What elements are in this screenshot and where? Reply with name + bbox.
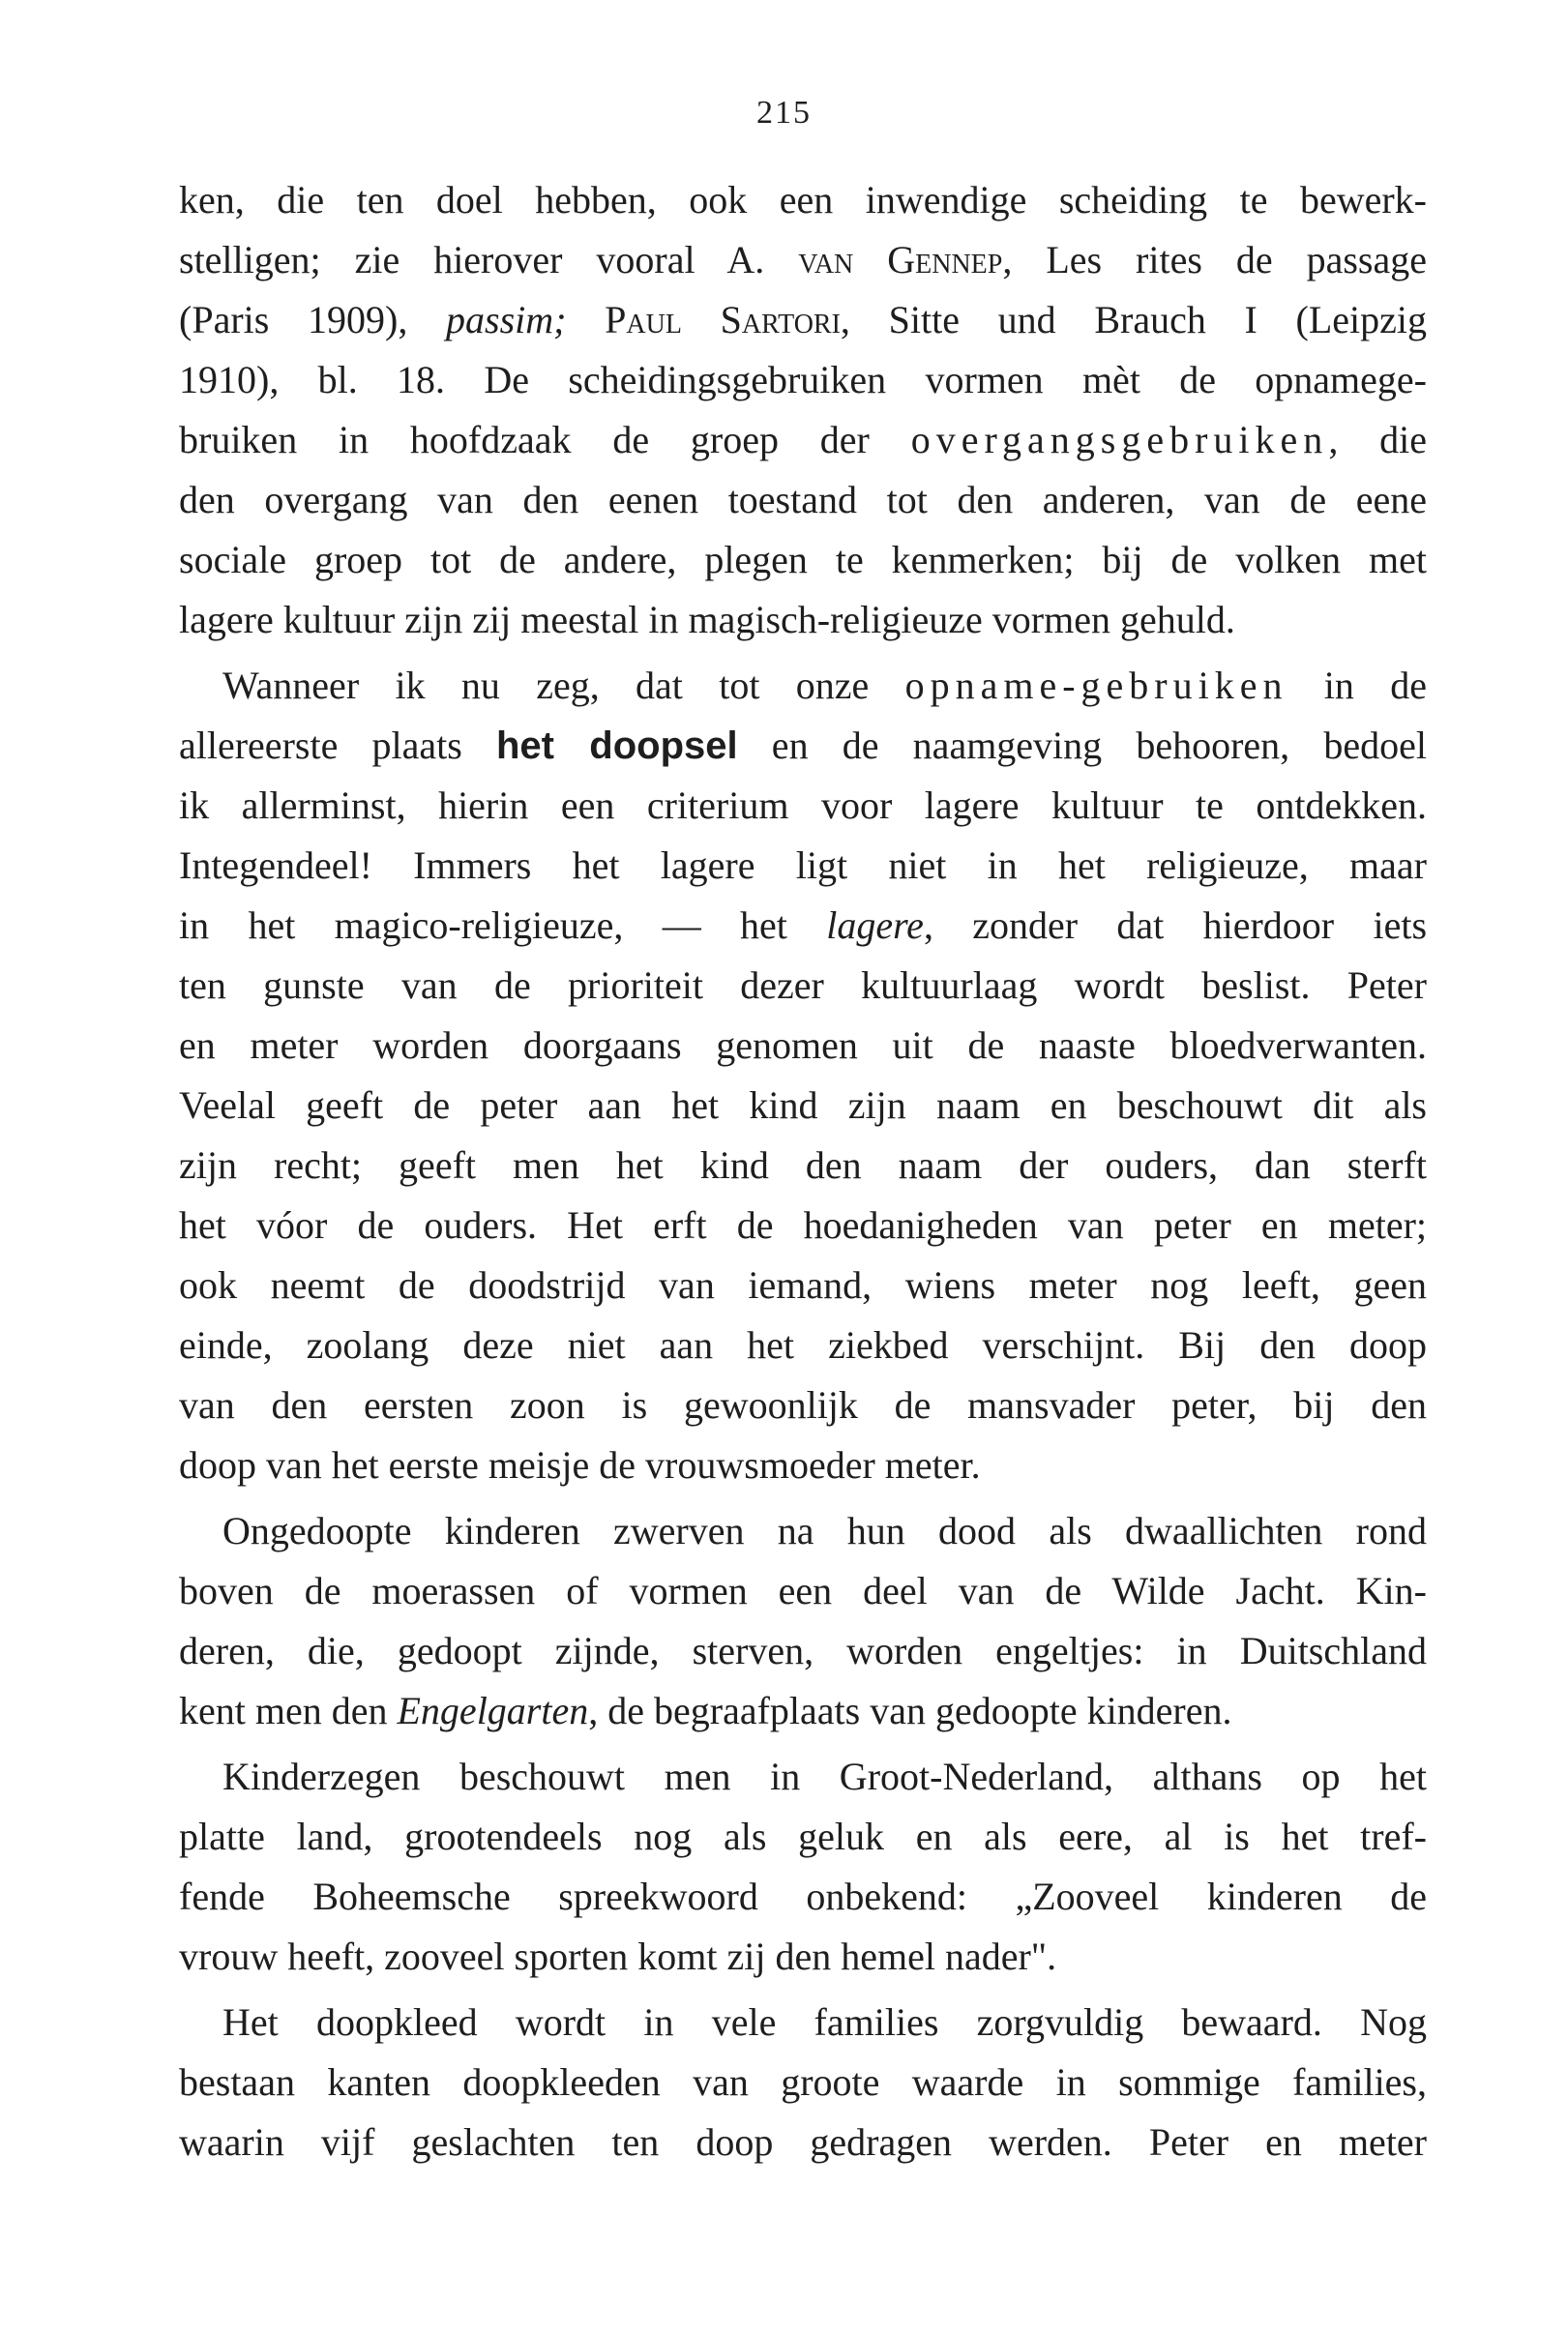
text-line: deren, die, gedoopt zijnde, sterven, worden engeltjes: in Duitschland: [179, 1629, 1427, 1672]
italic-term: passim;: [446, 298, 567, 341]
italic-term: lagere: [826, 903, 924, 947]
text-line: Integendeel! Immers het lagere ligt niet in het religieuze, maar: [179, 843, 1427, 887]
text-line: Wanneer ik nu zeg, dat tot onze opname-gebruiken in de: [222, 664, 1427, 707]
text-line: het vóor de ouders. Het erft de hoedanigheden van peter en meter;: [179, 1203, 1427, 1247]
text-line: bestaan kanten doopkleeden van groote waarde in sommige families,: [179, 2060, 1427, 2104]
paragraph-rites-of-passage: [179, 170, 1427, 650]
text-line: waarin vijf geslachten ten doop gedragen werden. Peter en meter: [179, 2120, 1427, 2164]
author-name: van Gennep: [798, 238, 1003, 281]
text-line: Kinderzegen beschouwt men in Groot-Nederland, althans op het: [222, 1755, 1427, 1798]
text-line: ook neemt de doodstrijd van iemand, wiens meter nog leeft, geen: [179, 1263, 1427, 1307]
text-line: van den eersten zoon is gewoonlijk de mansvader peter, bij den: [179, 1383, 1427, 1427]
text-line: in het magico-religieuze, — het lagere, zonder dat hierdoor iets: [179, 903, 1428, 947]
text-line: Het doopkleed wordt in vele families zorgvuldig bewaard. Nog: [222, 2000, 1427, 2044]
spaced-term: overgangsgebruiken: [910, 418, 1329, 461]
text-line: kent men den Engelgarten, de begraafplaats van gedoopte kinderen.: [179, 1689, 1232, 1732]
text-line: platte land, grootendeels nog als geluk en als eere, al is het tref-: [179, 1815, 1427, 1858]
text-line: boven de moerassen of vormen een deel van de Wilde Jacht. Kin-: [179, 1569, 1427, 1612]
text-line: (Paris 1909), passim; Paul Sartori, Sitte und Brauch I (Leipzig: [179, 298, 1428, 341]
paragraph-blessing-of-children: [179, 1747, 1427, 1987]
page-text: [179, 170, 1427, 2172]
text-line: ten gunste van de prioriteit dezer kultuurlaag wordt beslist. Peter: [179, 963, 1427, 1007]
text-line: 1910), bl. 18. De scheidingsgebruiken vormen mèt de opnamege-: [179, 358, 1427, 401]
text-line: sociale groep tot de andere, plegen te kenmerken; bij de volken met: [179, 538, 1427, 581]
text-line: Veelal geeft de peter aan het kind zijn naam en beschouwt dit als: [179, 1083, 1427, 1127]
spaced-term: opname-gebruiken: [904, 664, 1288, 707]
italic-term: Engelgarten: [397, 1689, 589, 1732]
paragraph-unbaptized-children: [179, 1501, 1427, 1741]
paragraph-baptism: [179, 656, 1427, 1495]
text-line: lagere kultuur zijn zij meestal in magisch-religieuze vormen gehuld.: [179, 598, 1235, 641]
bold-term: het doopsel: [495, 724, 738, 767]
text-line: stelligen; zie hierover vooral A. van Gennep, Les rites de passage: [179, 238, 1427, 281]
text-line: ken, die ten doel hebben, ook een inwendige scheiding te bewerk-: [179, 178, 1427, 222]
text-line: bruiken in hoofdzaak de groep der overgangsgebruiken, die: [179, 418, 1427, 461]
text-line: den overgang van den eenen toestand tot den anderen, van de eene: [179, 478, 1427, 521]
text-line: ik allerminst, hierin een criterium voor lagere kultuur te ontdekken.: [179, 783, 1427, 827]
text-line: fende Boheemsche spreekwoord onbekend: „Zooveel kinderen de: [179, 1875, 1427, 1918]
paragraph-christening-gown: [179, 1993, 1427, 2172]
text-line: en meter worden doorgaans genomen uit de naaste bloedverwanten.: [179, 1023, 1427, 1067]
author-name: Paul Sartori: [605, 298, 841, 341]
text-line: Ongedoopte kinderen zwerven na hun dood als dwaallichten rond: [222, 1509, 1427, 1552]
text-line: doop van het eerste meisje de vrouwsmoeder meter.: [179, 1443, 981, 1487]
text-line: einde, zoolang deze niet aan het ziekbed verschijnt. Bij den doop: [179, 1323, 1427, 1367]
page-number: 215: [756, 95, 812, 131]
text-line: allereerste plaats het doopsel en de naamgeving behooren, bedoel: [179, 724, 1427, 767]
text-line: zijn recht; geeft men het kind den naam der ouders, dan sterft: [179, 1143, 1427, 1187]
text-line: vrouw heeft, zooveel sporten komt zij den hemel nader".: [179, 1935, 1057, 1978]
